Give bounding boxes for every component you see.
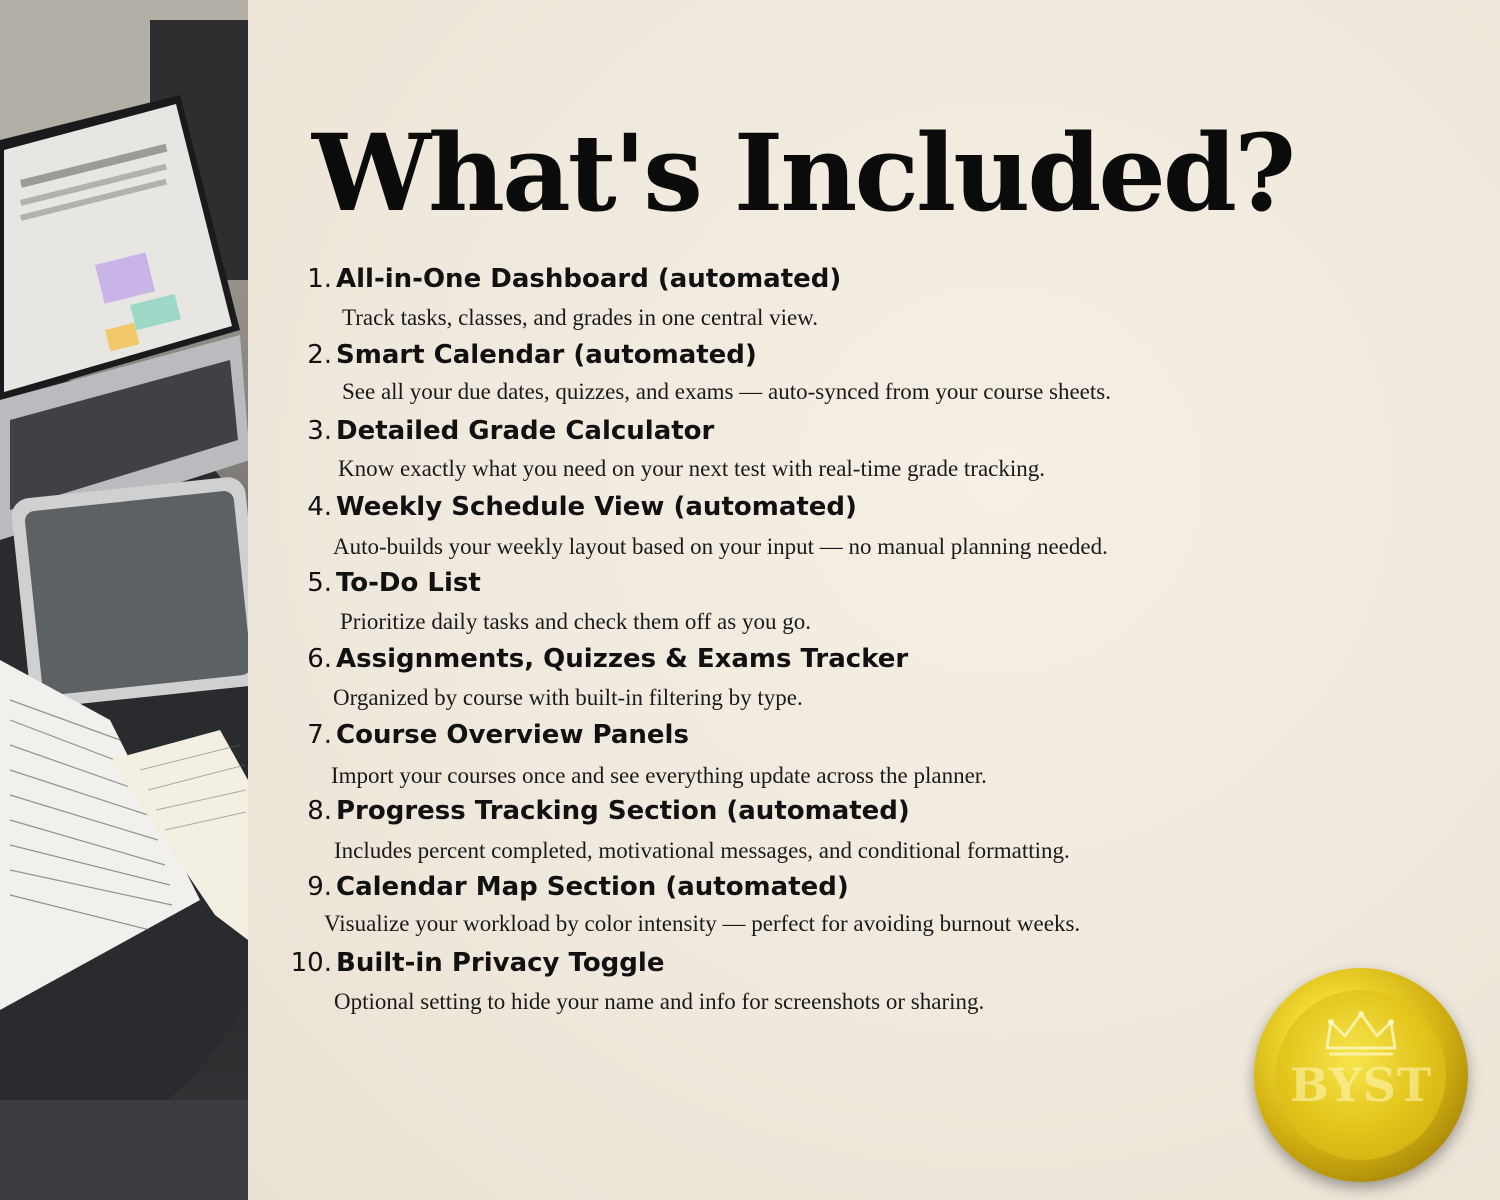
item-description: Know exactly what you need on your next test with real-time grade tracking. (338, 456, 1046, 481)
item-description: Visualize your workload by color intensity — perfect for avoiding burnout weeks. (324, 911, 1081, 936)
item-description: Import your courses once and see everything update across the planner. (331, 763, 987, 788)
item-description: Auto-builds your weekly layout based on your input — no manual planning needed. (333, 534, 1108, 559)
item-number: 6. (307, 644, 332, 674)
item-heading: Progress Tracking Section (automated) (336, 796, 910, 826)
item-description: See all your due dates, quizzes, and exams — auto-synced from your course sheets. (342, 379, 1111, 404)
item-heading: To-Do List (336, 568, 481, 598)
crown-icon (1321, 1008, 1401, 1058)
item-description: Includes percent completed, motivational messages, and conditional formatting. (334, 838, 1070, 863)
item-heading: All-in-One Dashboard (automated) (336, 264, 842, 294)
item-heading: Smart Calendar (automated) (336, 340, 757, 370)
item-number: 1. (307, 264, 332, 294)
item-number: 9. (307, 872, 332, 902)
item-description: Organized by course with built-in filtering by type. (333, 685, 803, 710)
item-number: 7. (307, 720, 332, 750)
item-description: Prioritize daily tasks and check them off as you go. (340, 609, 811, 634)
seal-logo-text: BYST (1289, 1058, 1433, 1112)
item-heading: Assignments, Quizzes & Exams Tracker (336, 644, 909, 674)
laptop-desk-photo-icon (0, 0, 248, 1200)
item-heading: Detailed Grade Calculator (336, 416, 715, 446)
item-number: 3. (307, 416, 332, 446)
item-number: 2. (307, 340, 332, 370)
item-number: 8. (307, 796, 332, 826)
product-photo (0, 0, 248, 1200)
item-heading: Calendar Map Section (automated) (336, 872, 849, 902)
item-number: 10. (290, 948, 332, 978)
item-description: Track tasks, classes, and grades in one central view. (342, 305, 819, 330)
item-number: 4. (307, 492, 332, 522)
page-title: What's Included? (312, 110, 1294, 235)
item-description: Optional setting to hide your name and info for screenshots or sharing. (334, 989, 985, 1014)
item-heading: Weekly Schedule View (automated) (336, 492, 857, 522)
item-heading: Course Overview Panels (336, 720, 689, 750)
brand-seal (1254, 968, 1468, 1182)
item-heading: Built-in Privacy Toggle (336, 948, 665, 978)
item-number: 5. (307, 568, 332, 598)
